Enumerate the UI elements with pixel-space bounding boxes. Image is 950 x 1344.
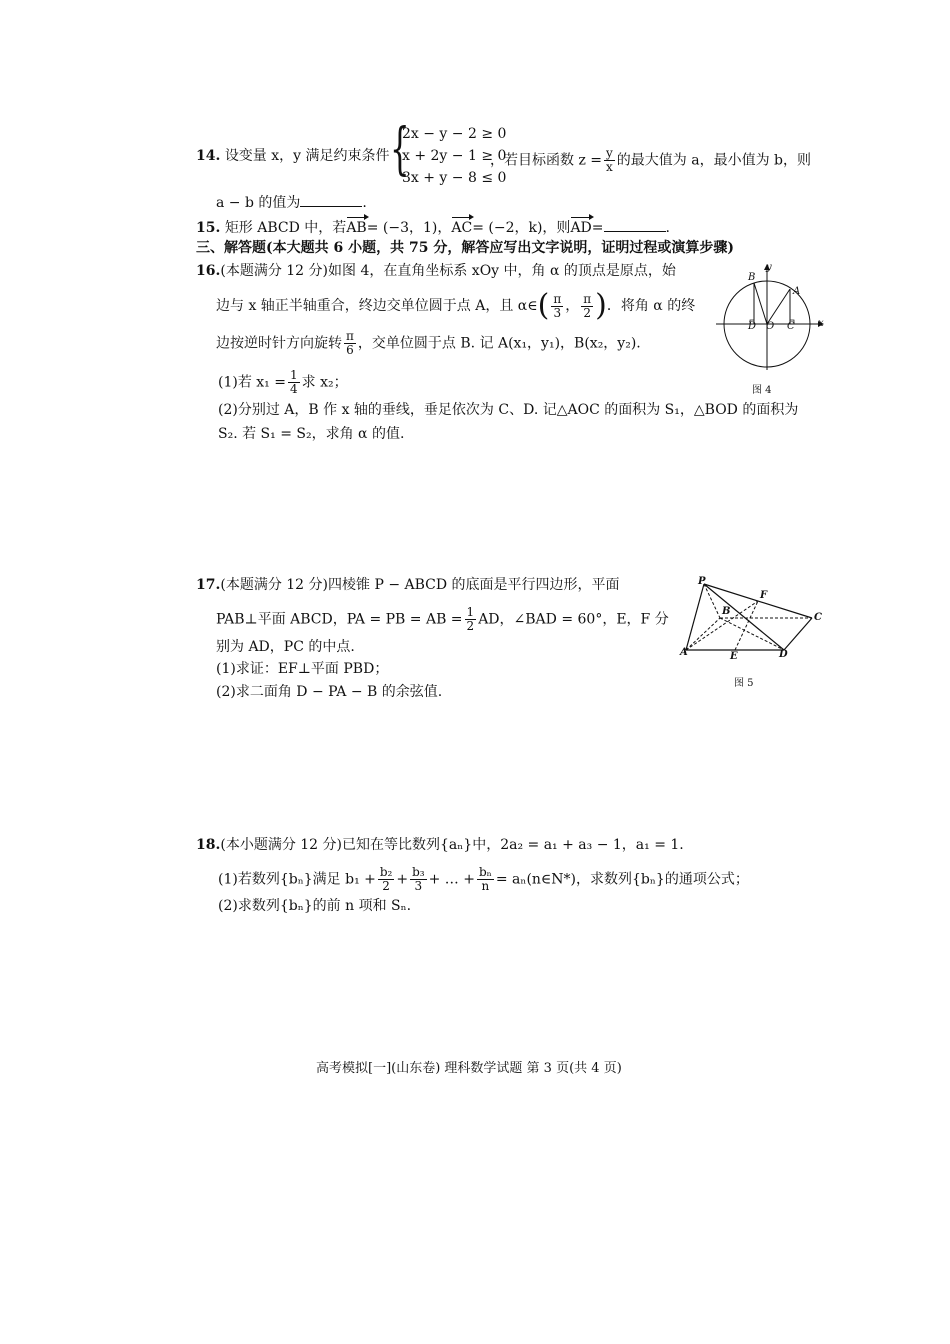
q14-constraint-1: 2x − y − 2 ≥ 0 [402,126,507,142]
figure-4-unit-circle [712,260,824,372]
q16-line3 [216,330,641,357]
q16-frac2-den: 2 [583,305,591,320]
q17-part2: (2)求二面角 D − PA − B 的余弦值. [216,684,443,700]
q17-line2b: AD，∠BAD = 60°，E，F 分 [478,611,669,628]
q16-part1 [218,369,348,396]
q17-frac-den: 2 [466,619,475,633]
q15-val-ac: = (−2，k)，则 [472,220,571,236]
fig5-label-c: C [814,612,822,623]
q16-frac4-den: 4 [289,382,298,396]
q16-frac1-num: π [553,291,562,306]
q17-line3: 别为 AD，PC 的中点. [216,639,355,655]
q16-line3a: 边按逆时针方向旋转 [216,335,342,352]
q16-part1b: 求 x₂； [301,374,348,391]
q16-frac3-num: π [346,329,354,343]
q14-number: 14. [196,148,221,164]
q16-frac2-num: π [583,291,592,306]
q18-part1 [218,866,749,893]
q14-fraction [604,147,615,174]
page-footer: 高考模拟[一](山东卷) 理科数学试题 第 3 页(共 4 页) [316,1061,622,1076]
q14-objective [490,147,811,174]
q14-constraint-2: x + 2y − 1 ≥ 0 [402,148,507,164]
q16-frac4-num: 1 [289,368,298,382]
q14-answer-blank[interactable] [300,192,362,207]
q15-line [196,217,670,237]
q16-part2: (2)分别过 A，B 作 x 轴的垂线，垂足依次为 C、D. 记△AOC 的面积为 S₁，△BOD 的面积为 [218,402,799,418]
fig4-label-x: x [818,318,824,329]
fig5-label-b: B [722,606,731,617]
q18-frac-c-den: n [481,879,490,893]
q18-frac-c-num: bₙ [478,865,492,879]
q17-part1: (1)求证：EF⊥平面 PBD； [216,661,389,677]
q14-frac-num: y [606,146,613,160]
q15-answer-blank[interactable] [604,217,666,232]
q15-end: . [665,220,670,236]
fig4-label-y: y [766,262,772,273]
q18-dots: + … + [428,871,475,888]
q15-text-a: 矩形 ABCD 中，若 [224,220,347,236]
q18-frac-b-num: b₃ [412,865,425,879]
fig4-caption: 图 4 [752,385,772,396]
q14-mid: ，若目标函数 z = [490,152,603,169]
q15-vector-ab: AB [346,220,367,236]
fig5-label-a: A [680,647,688,658]
q15-val-ab: = (−3，1)， [366,220,452,236]
q18-part2: (2)求数列{bₙ}的前 n 项和 Sₙ. [218,898,412,914]
q15-vector-ad: AD [570,220,592,236]
q17-line1-text: (本题满分 12 分)四棱锥 P − ABCD 的底面是平行四边形，平面 [220,577,620,593]
q16-line2b: ．将角 α 的终 [606,298,696,314]
q18-part1b: = aₙ(n∈N*)，求数列{bₙ}的通项公式； [495,871,749,888]
fig4-label-c: C [787,321,795,332]
fig5-label-f: F [760,590,768,601]
fig5-label-p: P [698,576,706,587]
q18-line1 [196,836,684,854]
q16-part1a: (1)若 x₁ = [218,374,286,391]
figure-5-pyramid [676,574,826,664]
q16-frac1-den: 3 [553,305,562,320]
q15-val-ad: = [591,220,604,236]
q14-line2 [216,192,367,212]
q18-number: 18. [196,837,221,853]
q18-frac-a-den: 2 [382,879,390,893]
q14-frac-den: x [606,160,613,174]
q16-line1-text: (本题满分 12 分)如图 4，在直角坐标系 xOy 中，角 α 的顶点是原点，始 [220,263,676,279]
fig5-label-e: E [730,651,738,662]
q16-part2b: S₂. 若 S₁ = S₂，求角 α 的值. [218,426,405,442]
q17-frac-num: 1 [466,605,475,619]
q16-line2a: 边与 x 轴正半轴重合，终边交单位圆于点 A，且 α∈ [216,298,538,314]
q16-number: 16. [196,263,221,279]
fig4-label-o: O [766,321,775,332]
section-3-heading: 三、解答题(本大题共 6 小题，共 75 分，解答应写出文字说明，证明过程或演算步骤) [196,240,734,256]
q14-end: . [362,195,367,211]
q18-frac-a-num: b₂ [379,865,393,879]
q15-vector-ac: AC [451,220,473,236]
q14-brace: { [390,117,410,182]
fig5-label-d: D [779,649,788,660]
fig4-label-b: B [748,272,756,283]
q14-line1 [196,147,390,165]
fig4-label-d: D [748,321,757,332]
fig4-label-a: A [793,286,801,297]
q18-frac-b-den: 3 [414,879,423,893]
q15-number: 15. [196,220,221,236]
q18-plus: + [396,871,409,888]
q14-tail: 的最大值为 a，最小值为 b，则 [616,152,812,169]
q17-line1 [196,576,620,594]
fig5-caption: 图 5 [734,678,754,689]
q16-line2: 边与 x 轴正半轴重合，终边交单位圆于点 A，且 α∈( $\frac{\pi}{3}$ ， $\frac{\pi}{2}$ )．将角 α 的终 [216,288,696,323]
q16-line1 [196,262,676,280]
q16-line3b: ，交单位圆于点 B. 记 A(x₁，y₁)，B(x₂，y₂). [357,335,641,352]
q16-frac3-den: 6 [346,343,354,357]
q17-line2 [216,606,669,633]
q17-number: 17. [196,577,221,593]
q18-part1a: (1)若数列{bₙ}满足 b₁ + [218,871,376,888]
q14-lead: 设变量 x，y 满足约束条件 [224,148,390,164]
q18-line1-text: (本小题满分 12 分)已知在等比数列{aₙ}中，2a₂ = a₁ + a₃ − 1，a₁ = 1. [220,837,684,853]
q14-constraint-3: 3x + y − 8 ≤ 0 [402,170,507,186]
q14-line2-text: a − b 的值为 [216,195,301,211]
q17-line2a: PAB⊥平面 ABCD，PA = PB = AB = [216,611,463,628]
